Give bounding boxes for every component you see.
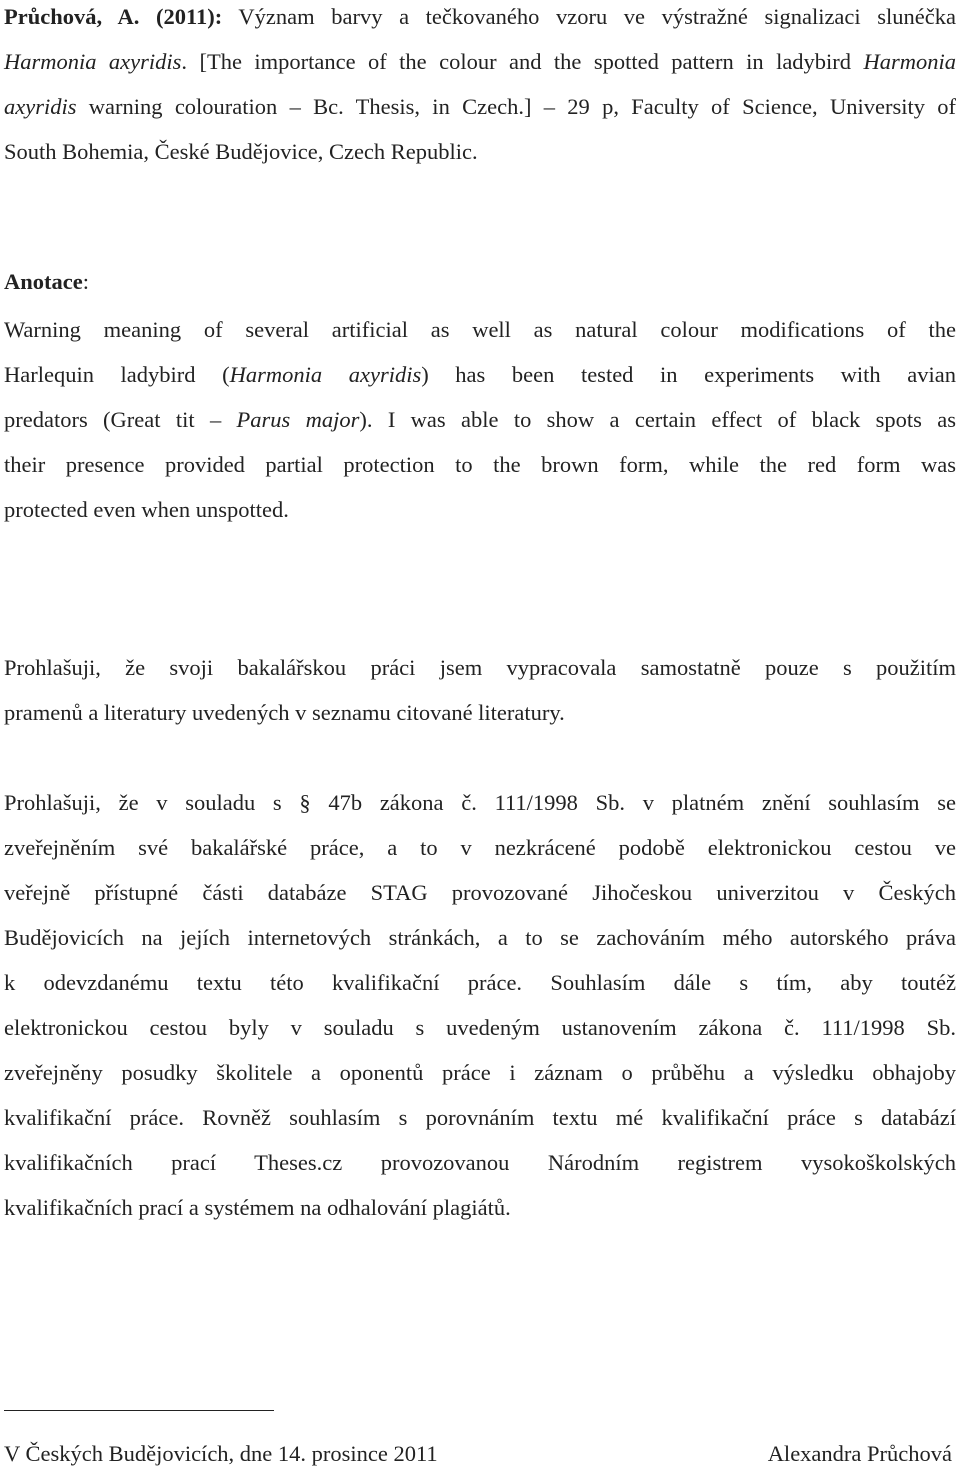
annotation-line-5: protected even when unspotted. bbox=[4, 497, 289, 522]
citation-author: Průchová, A. (2011): bbox=[4, 4, 223, 29]
declaration-2-line-5: k odevzdanému textu této kvalifikační práce. Souhlasím dále s tím, aby toutéž bbox=[4, 970, 956, 995]
annotation-line-1: Warning meaning of several artificial as well as natural colour modifications of the bbox=[4, 317, 956, 342]
annotation-line-2: Harlequin ladybird (Harmonia axyridis) has been tested in experiments with avian bbox=[4, 362, 956, 387]
declaration-2-line-4: Budějovicích na jejích internetových stránkách, a to se zachováním mého autorského práva bbox=[4, 925, 956, 950]
declaration-2-line-10: kvalifikačních prací a systémem na odhalování plagiátů. bbox=[4, 1195, 511, 1220]
declaration-2-line-7: zveřejněny posudky školitele a oponentů práce i záznam o průběhu a výsledku obhajoby bbox=[4, 1060, 956, 1085]
citation-line-3: axyridis warning colouration – Bc. Thesis, in Czech.] – 29 p, Faculty of Science, University of bbox=[4, 94, 956, 119]
citation-line-2: Harmonia axyridis. [The importance of the colour and the spotted pattern in ladybird Harmonia bbox=[4, 49, 956, 74]
declaration-2-line-6: elektronickou cestou byly v souladu s uvedeným ustanovením zákona č. 111/1998 Sb. bbox=[4, 1015, 956, 1040]
declaration-2-line-2: zveřejněním své bakalářské práce, a to v nezkrácené podobě elektronickou cestou ve bbox=[4, 835, 956, 860]
declaration-1-line-1: Prohlašuji, že svoji bakalářskou práci jsem vypracovala samostatně pouze s použitím bbox=[4, 655, 956, 680]
declaration-1-line-2: pramenů a literatury uvedených v seznamu citované literatury. bbox=[4, 700, 565, 725]
declaration-2-line-8: kvalifikační práce. Rovněž souhlasím s porovnáním textu mé kvalifikační práce s databází bbox=[4, 1105, 956, 1130]
declaration-2-line-3: veřejně přístupné části databáze STAG provozované Jihočeskou univerzitou v Českých bbox=[4, 880, 956, 905]
annotation-heading: Anotace: bbox=[4, 269, 89, 294]
place-and-date: V Českých Budějovicích, dne 14. prosince 2011 bbox=[4, 1441, 438, 1466]
citation-line-4: South Bohemia, České Budějovice, Czech Republic. bbox=[4, 139, 478, 164]
signature-line bbox=[4, 1410, 274, 1411]
annotation-line-4: their presence provided partial protection to the brown form, while the red form was bbox=[4, 452, 956, 477]
declaration-publication bbox=[4, 780, 956, 1230]
signature-footer bbox=[4, 1437, 952, 1471]
annotation-body bbox=[4, 307, 956, 532]
declaration-2-line-1: Prohlašuji, že v souladu s § 47b zákona č. 111/1998 Sb. v platném znění souhlasím se bbox=[4, 790, 956, 815]
declaration-2-line-9: kvalifikačních prací Theses.cz provozovanou Národním registrem vysokoškolských bbox=[4, 1150, 956, 1175]
citation-block bbox=[4, 0, 956, 174]
citation-line-1: Průchová, A. (2011): Význam barvy a tečkovaného vzoru ve výstražné signalizaci slunéčka bbox=[4, 4, 956, 29]
author-signature: Alexandra Průchová bbox=[767, 1441, 952, 1466]
annotation-line-3: predators (Great tit – Parus major). I was able to show a certain effect of black spots as bbox=[4, 407, 956, 432]
declaration-authorship bbox=[4, 645, 956, 735]
